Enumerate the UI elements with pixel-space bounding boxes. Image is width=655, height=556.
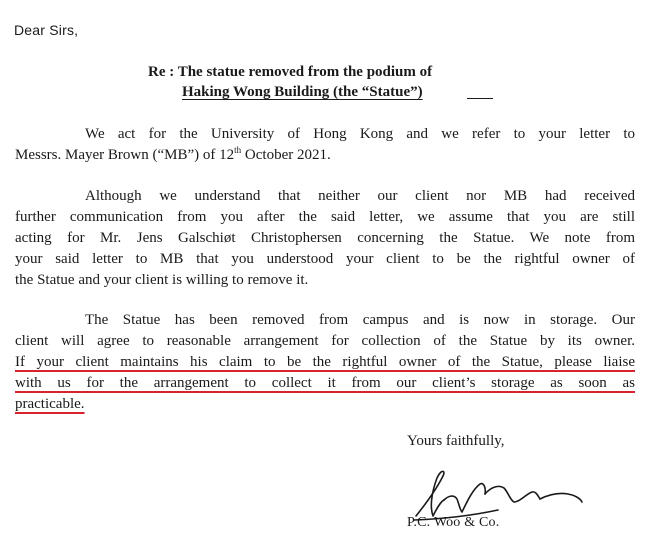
paragraph-2-line-2: further communication from you after the said letter, we assume that you are still <box>15 209 635 225</box>
paragraph-3-line-1: The Statue has been removed from campus and is now in storage. Our <box>85 312 635 328</box>
highlighted-text: with us for the arrangement to collect it from our client’s storage as soon as <box>15 375 635 391</box>
ordinal-suffix: th <box>234 145 242 155</box>
paragraph-3-line-5 <box>15 394 635 415</box>
paragraph-2-line-4: your said letter to MB that you understood your client to be the rightful owner of <box>15 251 635 267</box>
subject-line-1: Re : The statue removed from the podium of <box>148 64 433 80</box>
paragraph-3-line-3 <box>15 352 635 373</box>
paragraph-3-line-4 <box>15 373 635 394</box>
paragraph-2 <box>15 186 635 291</box>
paragraph-1-line-2 <box>15 145 635 166</box>
paragraph-2-line-3: acting for Mr. Jens Galschiøt Christophersen concerning the Statue. We note from <box>15 230 635 246</box>
paragraph-1-line-2-end: October 2021. <box>241 147 331 163</box>
firm-name: P.C. Woo & Co. <box>407 515 500 530</box>
salutation: Dear Sirs, <box>14 22 79 38</box>
paragraph-3-line-2: client will agree to reasonable arrangement for collection of the Statue by its owner. <box>15 333 635 349</box>
subject-underline-extension <box>467 98 493 99</box>
paragraph-3 <box>15 310 635 415</box>
paragraph-1-line-1: We act for the University of Hong Kong and we refer to your letter to <box>85 126 635 142</box>
paragraph-2-line-5: the Statue and your client is willing to remove it. <box>15 272 309 288</box>
highlighted-text: If your client maintains his claim to be the rightful owner of the Statue, please liaise <box>15 354 635 370</box>
closing: Yours faithfully, <box>407 433 505 449</box>
subject-line-2: Haking Wong Building (the “Statue”) <box>182 84 423 100</box>
paragraph-1-line-2-text: Messrs. Mayer Brown (“MB”) of 12 <box>15 147 235 163</box>
paragraph-1 <box>15 124 635 166</box>
highlighted-text: practicable. <box>15 396 85 412</box>
paragraph-2-line-1: Although we understand that neither our client nor MB had received <box>85 188 635 204</box>
